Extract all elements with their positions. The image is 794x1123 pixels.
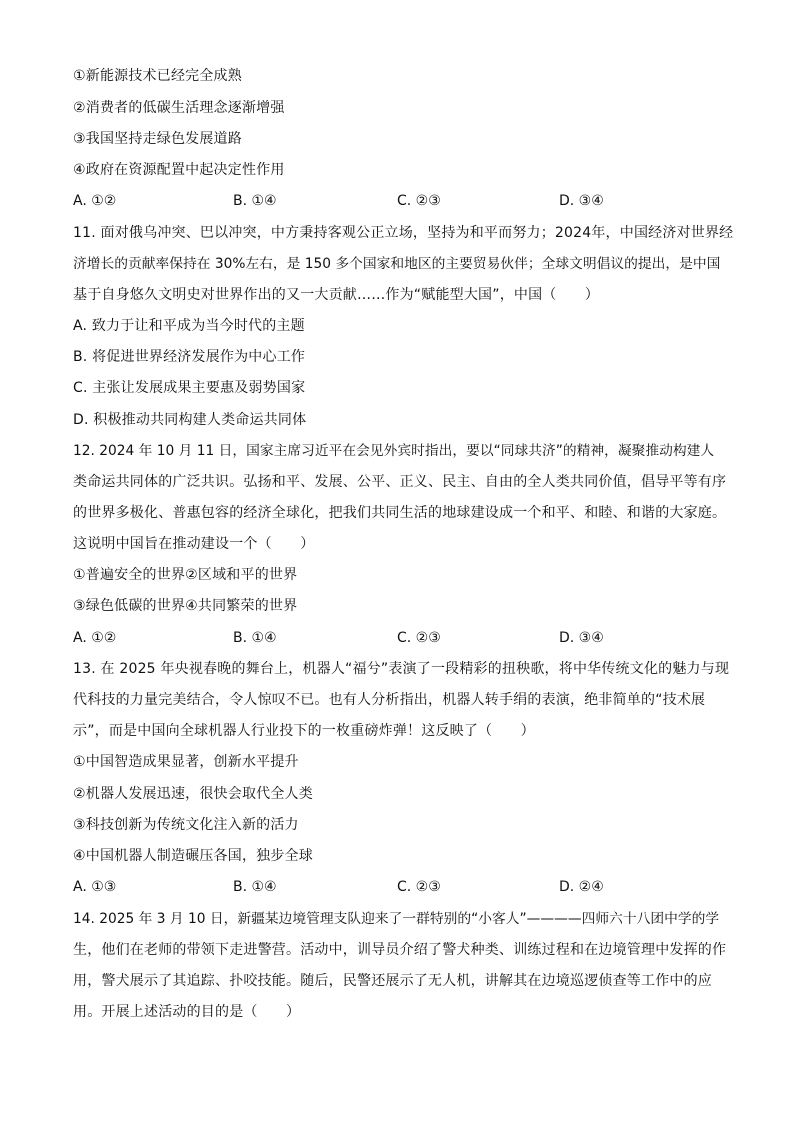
q10-option-c: C. ②③ (397, 193, 441, 209)
q11-option-d: D. 积极推动共同构建人类命运共同体 (73, 412, 307, 428)
q10-options (73, 192, 733, 210)
q13-option-b: B. ①④ (233, 879, 277, 895)
q13-options (73, 878, 733, 896)
q12-item-line-1: ①普遍安全的世界②区域和平的世界 (73, 567, 298, 583)
q12-option-c: C. ②③ (397, 630, 441, 646)
q10-item-2: ②消费者的低碳生活理念逐渐增强 (73, 100, 285, 116)
q13-stem-line-1: 13. 在 2025 年央视春晚的舞台上，机器人“福兮”表演了一段精彩的扭秧歌，将中华传统文化的魅力与现 (73, 661, 730, 677)
q12-item-line-2: ③绿色低碳的世界④共同繁荣的世界 (73, 598, 298, 614)
q12-option-b: B. ①④ (233, 630, 277, 646)
q11-option-b: B. 将促进世界经济发展作为中心工作 (73, 349, 306, 365)
q11-stem-line-2: 济增长的贡献率保持在 30%左右，是 150 多个国家和地区的主要贸易伙伴；全球文明倡议的提出，是中国 (73, 256, 721, 272)
q13-item-1: ①中国智造成果显著，创新水平提升 (73, 754, 299, 770)
q12-stem-line-1: 12. 2024 年 10 月 11 日，国家主席习近平在会见外宾时指出，要以“同球共济”的精神，凝聚推动构建人 (73, 443, 715, 459)
q13-item-2: ②机器人发展迅速，很快会取代全人类 (73, 786, 313, 802)
q13-item-3: ③科技创新为传统文化注入新的活力 (73, 817, 299, 833)
q10-option-d: D. ③④ (559, 193, 604, 209)
q10-option-b: B. ①④ (233, 193, 277, 209)
q12-option-a: A. ①② (73, 630, 117, 646)
q14-stem-line-4: 用。开展上述活动的目的是（ ） (73, 1004, 301, 1020)
q11-stem-line-3: 基于自身悠久文明史对世界作出的又一大贡献……作为“赋能型大国”，中国（ ） (73, 287, 600, 303)
q14-stem-line-3: 用，警犬展示了其追踪、扑咬技能。随后，民警还展示了无人机，讲解其在边境巡逻侦查等工作中的应 (73, 973, 712, 989)
q11-option-a: A. 致力于让和平成为当今时代的主题 (73, 318, 305, 334)
q13-item-4: ④中国机器人制造碾压各国，独步全球 (73, 848, 313, 864)
q12-stem-line-3: 的世界多极化、普惠包容的经济全球化，把我们共同生活的地球建设成一个和平、和睦、和谐的大家庭。 (73, 505, 727, 521)
q12-stem-line-4: 这说明中国旨在推动建设一个（ ） (73, 536, 315, 552)
q13-stem-line-2: 代科技的力量完美结合，令人惊叹不已。也有人分析指出，机器人转手绢的表演，绝非简单的“技术展 (73, 692, 706, 708)
q13-option-a: A. ①③ (73, 879, 117, 895)
q13-option-d: D. ②④ (559, 879, 604, 895)
q10-option-a: A. ①② (73, 193, 117, 209)
q14-stem-line-1: 14. 2025 年 3 月 10 日，新疆某边境管理支队迎来了一群特别的“小客人”————四师六十八团中学的学 (73, 911, 720, 927)
q12-options (73, 629, 733, 647)
q12-option-d: D. ③④ (559, 630, 604, 646)
q13-stem-line-3: 示”，而是中国向全球机器人行业投下的一枚重磅炸弹！这反映了（ ） (73, 723, 535, 739)
q10-item-3: ③我国坚持走绿色发展道路 (73, 131, 242, 147)
q10-item-1: ①新能源技术已经完全成熟 (73, 68, 242, 84)
q13-option-c: C. ②③ (397, 879, 441, 895)
q12-stem-line-2: 类命运共同体的广泛共识。弘扬和平、发展、公平、正义、民主、自由的全人类共同价值，倡导平等有序 (73, 474, 727, 490)
q14-stem-line-2: 生，他们在老师的带领下走进警营。活动中，训导员介绍了警犬种类、训练过程和在边境管理中发挥的作 (73, 942, 727, 958)
q11-option-c: C. 主张让发展成果主要惠及弱势国家 (73, 380, 306, 396)
q11-stem-line-1: 11. 面对俄乌冲突、巴以冲突，中方秉持客观公正立场，坚持为和平而努力；2024年，中国经济对世界经 (73, 225, 734, 241)
q10-item-4: ④政府在资源配置中起决定性作用 (73, 162, 285, 178)
